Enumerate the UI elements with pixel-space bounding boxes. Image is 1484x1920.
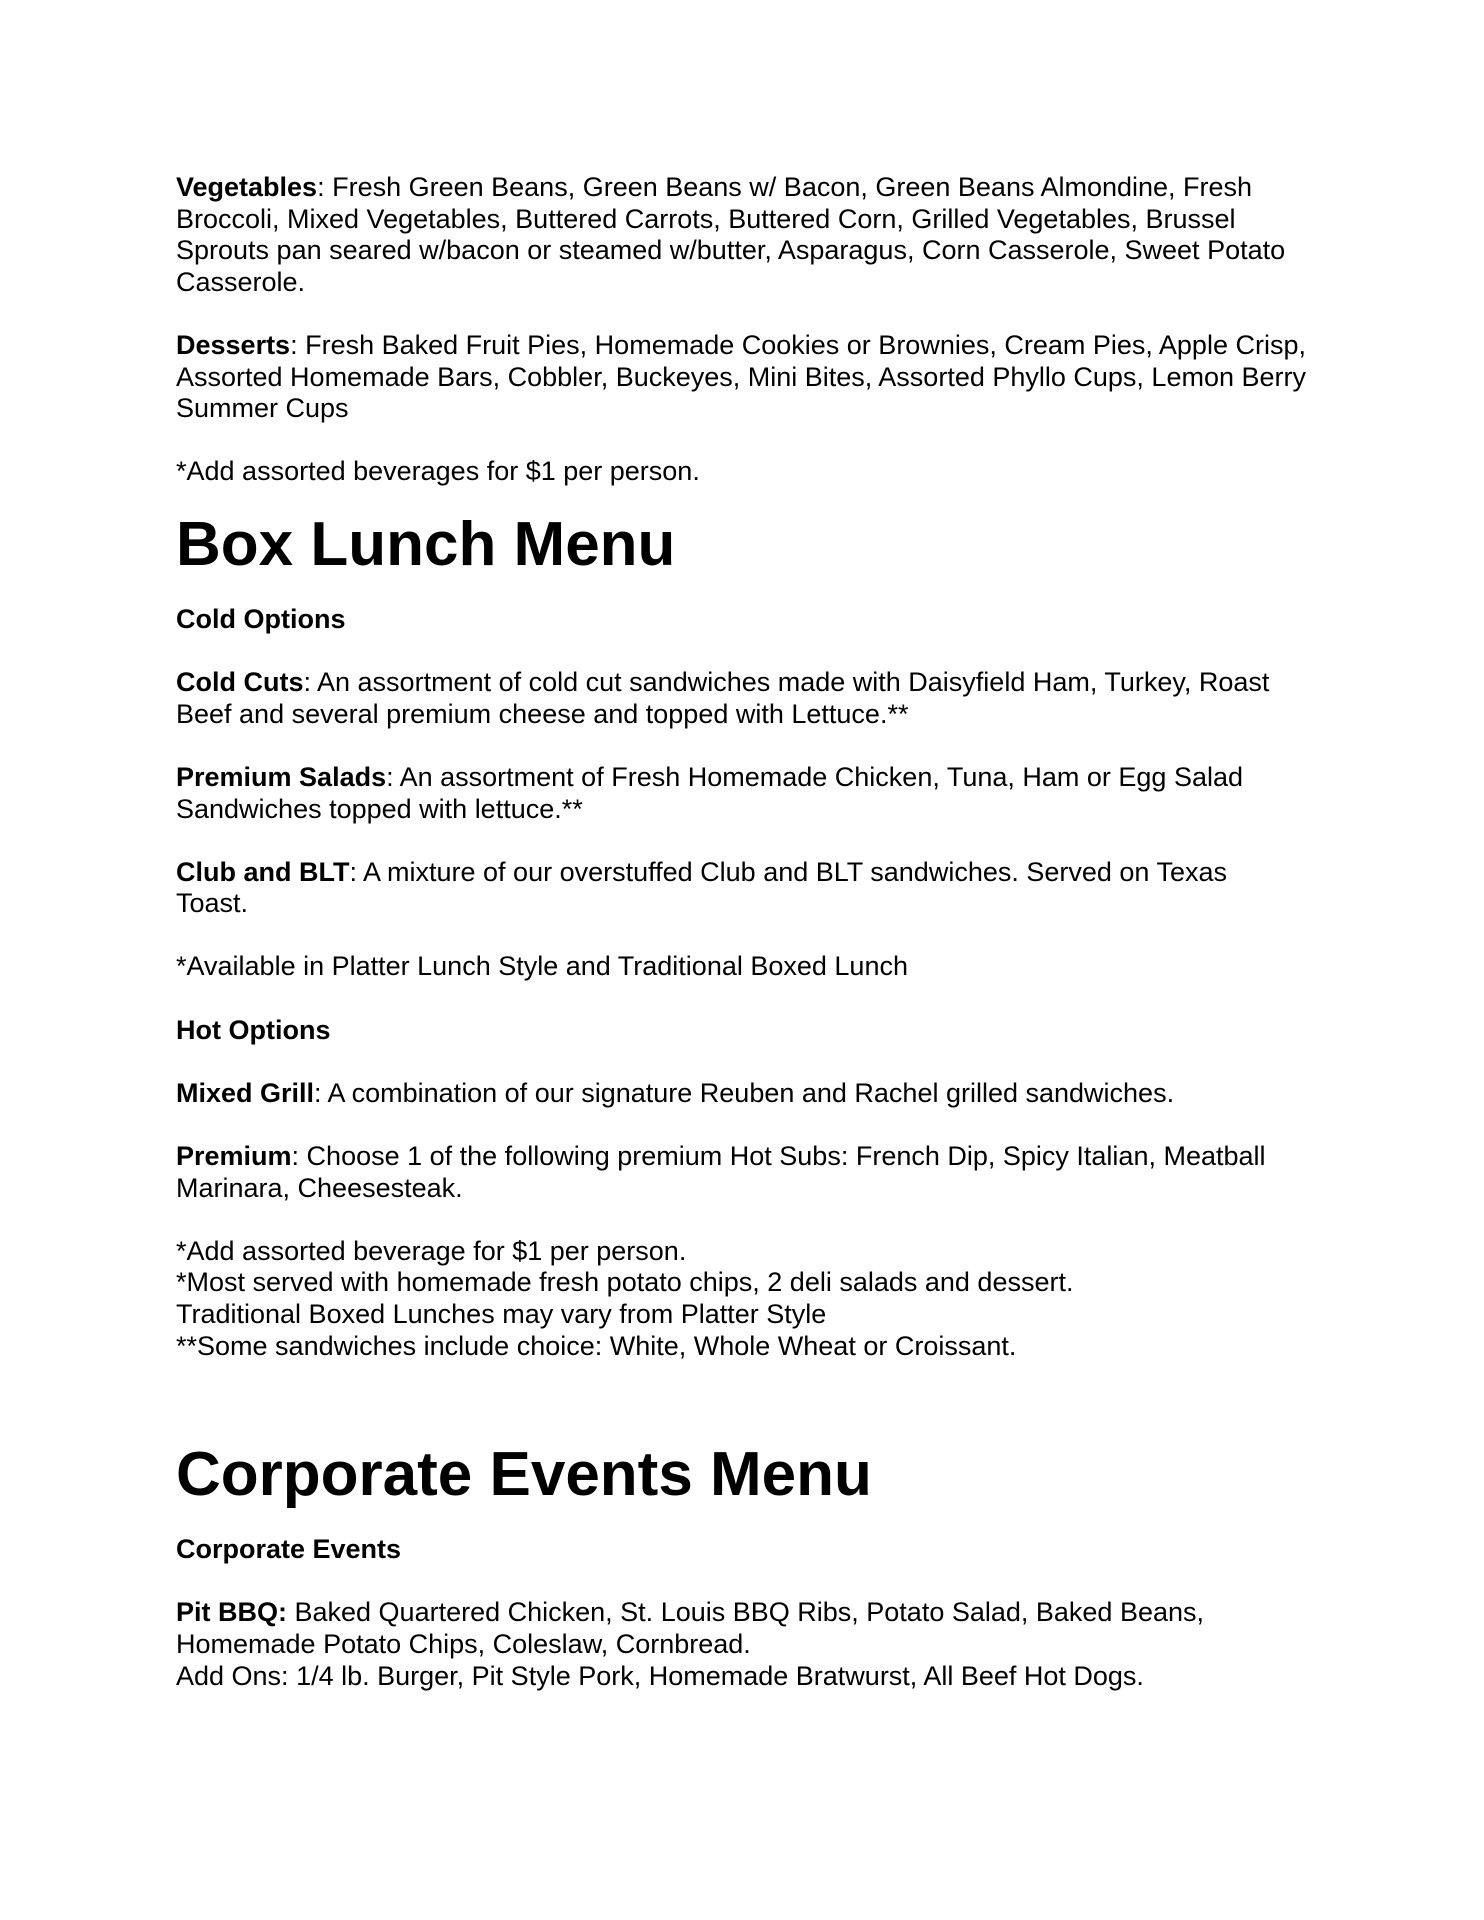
add-ons-line: Add Ons: 1/4 lb. Burger, Pit Style Pork, Homemade Bratwurst, All Beef Hot Dogs. [176, 1660, 1144, 1691]
premium-label: Premium [176, 1141, 292, 1172]
premium-salads-paragraph [176, 762, 1306, 825]
box-lunch-note: **Some sandwiches include choice: White, Whole Wheat or Croissant. [176, 1330, 1017, 1361]
club-blt-label: Club and BLT [176, 856, 350, 887]
cold-cuts-label: Cold Cuts [176, 667, 304, 698]
mixed-grill-label: Mixed Grill [176, 1077, 315, 1108]
pit-bbq-label: Pit BBQ: [176, 1597, 287, 1628]
beverage-note: *Add assorted beverages for $1 per person. [176, 456, 700, 487]
vegetables-paragraph [176, 172, 1306, 298]
club-blt-text: : A mixture of our overstuffed Club and BLT sandwiches. Served on Texas Toast. [176, 856, 1227, 919]
corporate-events-title: Corporate Events Menu [176, 1440, 872, 1510]
vegetables-text: : Fresh Green Beans, Green Beans w/ Bacon, Green Beans Almondine, Fresh Broccoli, Mixed Vegetables, Buttered Carrots, Buttered Corn, Grilled Vegetables, Brussel Sprouts pan seared w/bacon or steamed w/butter, Asparagus, Corn Casserole, Sweet Potato Casserole. [176, 172, 1286, 297]
box-lunch-note: Traditional Boxed Lunches may vary from Platter Style [176, 1299, 827, 1329]
box-lunch-title: Box Lunch Menu [176, 509, 676, 579]
desserts-paragraph [176, 330, 1306, 425]
corporate-events-heading: Corporate Events [176, 1534, 402, 1565]
pit-bbq-paragraph [176, 1597, 1306, 1660]
cold-cuts-paragraph [176, 667, 1306, 730]
premium-salads-label: Premium Salads [176, 761, 387, 792]
desserts-label: Desserts [176, 329, 291, 360]
box-lunch-note: *Add assorted beverage for $1 per person. [176, 1235, 687, 1266]
pit-bbq-text: Baked Quartered Chicken, St. Louis BBQ Ribs, Potato Salad, Baked Beans, Homemade Potato Chips, Coleslaw, Cornbread. [176, 1597, 1205, 1659]
premium-text: : Choose 1 of the following premium Hot Subs: French Dip, Spicy Italian, Meatball Marinara, Cheesesteak. [176, 1141, 1266, 1203]
box-lunch-note: *Most served with homemade fresh potato chips, 2 deli salads and dessert. [176, 1267, 1074, 1298]
menu-page [176, 172, 1306, 1692]
box-lunch-notes [176, 1236, 1306, 1362]
mixed-grill-paragraph [176, 1078, 1306, 1110]
vegetables-label: Vegetables [176, 172, 318, 202]
hot-options-heading: Hot Options [176, 1014, 331, 1045]
club-blt-paragraph [176, 857, 1306, 920]
cold-cuts-text: : An assortment of cold cut sandwiches made with Daisyfield Ham, Turkey, Roast Beef and several premium cheese and topped with Lettuce.** [176, 667, 1270, 729]
availability-note: *Available in Platter Lunch Style and Traditional Boxed Lunch [176, 951, 908, 982]
desserts-text: : Fresh Baked Fruit Pies, Homemade Cookies or Brownies, Cream Pies, Apple Crisp, Assorted Homemade Bars, Cobbler, Buckeyes, Mini Bites, Assorted Phyllo Cups, Lemon Berry Summer Cups [176, 329, 1306, 424]
mixed-grill-text: : A combination of our signature Reuben and Rachel grilled sandwiches. [314, 1077, 1175, 1108]
cold-options-heading: Cold Options [176, 603, 346, 634]
premium-paragraph [176, 1141, 1306, 1204]
premium-salads-text: : An assortment of Fresh Homemade Chicken, Tuna, Ham or Egg Salad Sandwiches topped with lettuce.** [176, 761, 1244, 824]
